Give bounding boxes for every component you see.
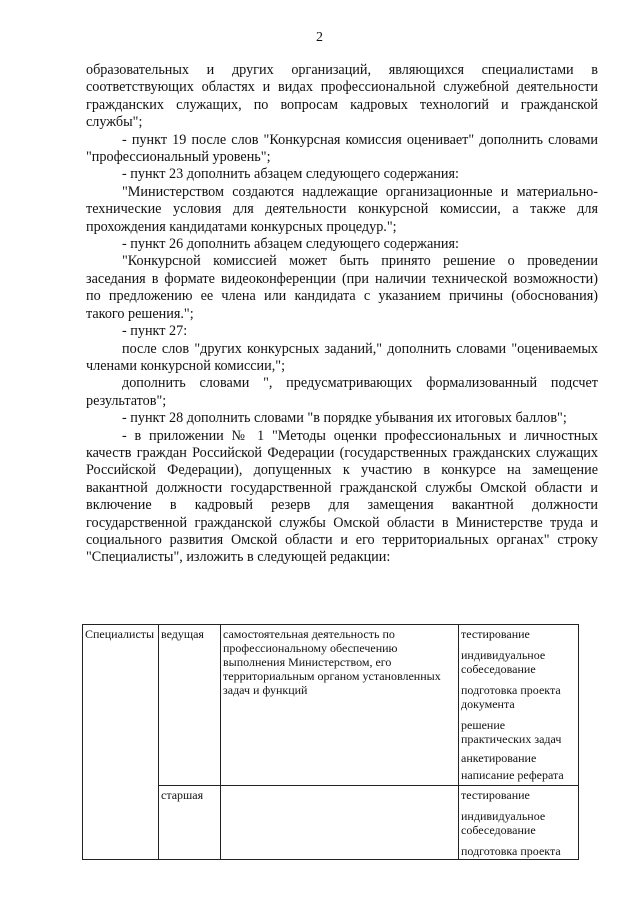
method-item: тестирование — [461, 627, 530, 641]
paragraph: "Министерством создаются надлежащие организационные и материально-технические условия для деятельности конкурсной комиссии, а также для прохождения кандидатами конкурсных процедур."; — [86, 183, 598, 235]
group-cell: ведущая — [159, 625, 221, 786]
category-cell: Специалисты — [83, 625, 159, 860]
paragraph: - в приложении № 1 "Методы оценки профессиональных и личностных качеств граждан Российской Федерации (государственных гражданских служащих Российской Федерации), допущенных к участию в конкурсе на замещение вакантной должности государственной гражданской службы Омской области и включение в кадровый резерв для замещения вакантной должности государственной гражданской службы Омской области в Министерстве труда и социального развития Омской области и его территориальных органах" строку "Специалисты", изложить в следующей редакции: — [86, 427, 598, 566]
paragraph: - пункт 28 дополнить словами "в порядке убывания их итоговых баллов"; — [122, 410, 567, 427]
paragraph: - пункт 23 дополнить абзацем следующего содержания: — [122, 166, 459, 183]
methods-cell — [459, 786, 579, 860]
method-item: подготовка проекта документа — [461, 683, 561, 711]
paragraph: после слов "других конкурсных заданий," дополнить словами "оцениваемых членами конкурсной комиссии,"; — [86, 340, 598, 374]
method-item: индивидуальное собеседование — [461, 648, 546, 676]
description-cell: самостоятельная деятельность по профессиональному обеспечению выполнения Министерством, его территориальным органом установленных задач и функций — [221, 625, 459, 786]
paragraph: "Конкурсной комиссией может быть принято решение о проведении заседания в формате видеоконференции (при наличии технической возможности) по предложению ее члена или кандидата с указанием причины (обоснования) такого решения."; — [86, 253, 598, 322]
table-row — [83, 625, 579, 786]
method-item: написание реферата — [461, 768, 564, 782]
specialists-table — [82, 624, 579, 860]
paragraph: дополнить словами ", предусматривающих формализованный подсчет результатов"; — [86, 375, 598, 409]
paragraph: - пункт 27: — [122, 323, 188, 340]
method-item: индивидуальное собеседование — [461, 809, 546, 837]
group-cell: старшая — [159, 786, 221, 860]
document-body — [86, 62, 598, 567]
methods-cell — [459, 625, 579, 786]
paragraph: - пункт 19 после слов "Конкурсная комиссия оценивает" дополнить словами "профессиональный уровень"; — [86, 131, 598, 166]
paragraph: - пункт 26 дополнить абзацем следующего содержания: — [122, 236, 459, 253]
description-cell — [221, 786, 459, 860]
method-item: подготовка проекта — [461, 844, 561, 858]
method-item: тестирование — [461, 788, 530, 802]
method-item: решение практических задач — [461, 718, 562, 746]
method-item: анкетирование — [461, 751, 537, 765]
page-number: 2 — [316, 30, 323, 45]
paragraph: образовательных и других организаций, являющихся специалистами в соответствующих областях и видах профессиональной служебной деятельности гражданских служащих, по вопросам кадровых технологий и гражданской службы"; — [86, 62, 598, 131]
